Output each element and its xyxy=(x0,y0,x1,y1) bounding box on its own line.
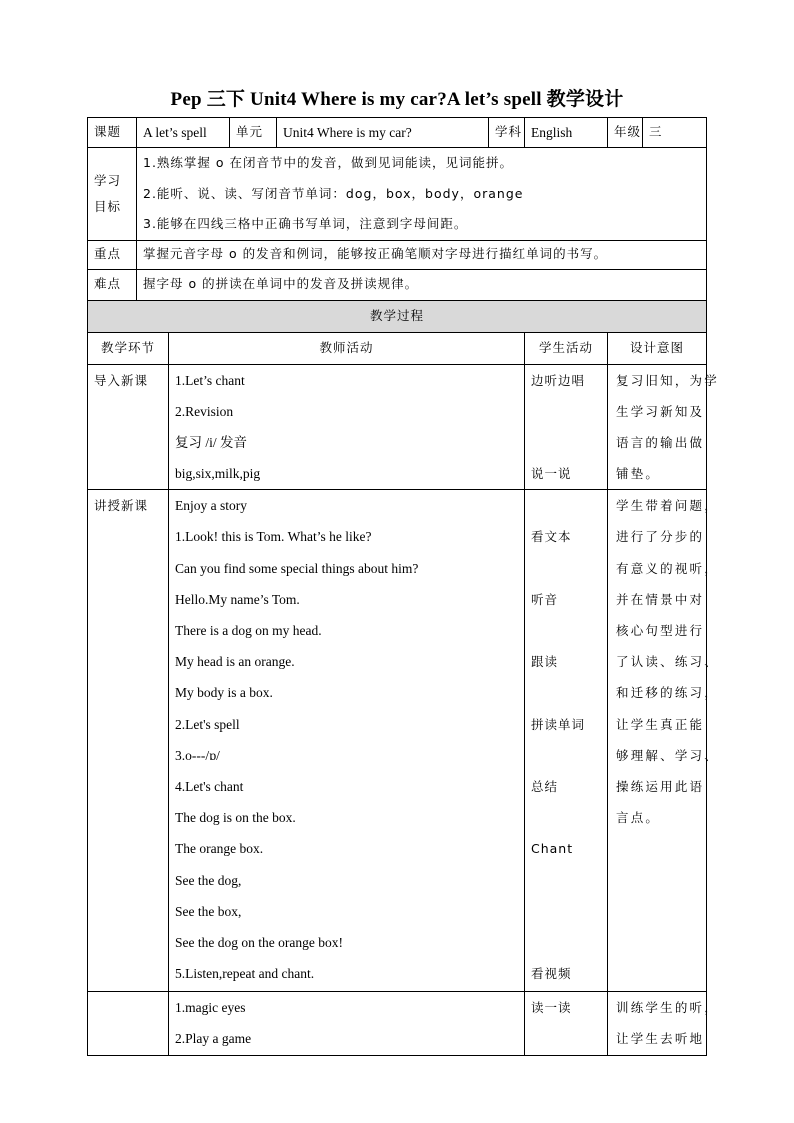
cell-line: There is a dog on my head. xyxy=(175,623,322,638)
section-stage xyxy=(88,490,169,992)
cell-line: 够理解、学习、 xyxy=(616,747,719,763)
cell-line: 2.Play a game xyxy=(175,1031,252,1047)
subject-value: English xyxy=(525,118,608,148)
key-point-row xyxy=(88,240,707,269)
section-design xyxy=(608,992,719,1055)
cell-line: 2.Revision xyxy=(175,403,234,419)
cell-line: 看视频 xyxy=(531,966,572,982)
difficulty-row xyxy=(88,269,707,300)
cell-line: 4.Let's chant xyxy=(175,778,244,794)
difficulty-label: 难点 xyxy=(88,269,137,300)
cell-line xyxy=(531,865,607,896)
objectives-label xyxy=(88,148,137,241)
section-stage-text: 导入新课 xyxy=(94,372,149,388)
cell-line xyxy=(531,396,607,427)
design-lines xyxy=(616,365,719,490)
teacher-lines xyxy=(175,490,524,989)
key-point-text: 掌握元音字母 o 的发音和例词，能够按正确笔顺对字母进行描红单词的书写。 xyxy=(137,240,707,269)
unit-label: 单元 xyxy=(230,118,277,148)
col-header-design: 设计意图 xyxy=(608,332,707,364)
cell-line: 复习 /i/ 发音 xyxy=(175,434,248,450)
unit-value: Unit4 Where is my car? xyxy=(277,118,489,148)
cell-line: See the box, xyxy=(175,903,242,919)
cell-line: My head is an orange. xyxy=(175,654,295,670)
cell-line: 总结 xyxy=(531,778,559,794)
cell-line xyxy=(531,802,607,833)
cell-line: My body is a box. xyxy=(175,685,273,701)
cell-line: 进行了分步的 xyxy=(616,529,705,545)
section-student xyxy=(525,490,608,992)
cell-line xyxy=(531,677,607,708)
cell-line: 拼读单词 xyxy=(531,716,586,732)
cell-line xyxy=(531,490,607,521)
col-header-teacher: 教师活动 xyxy=(169,332,525,364)
cell-line: 跟读 xyxy=(531,654,559,670)
cell-line: 有意义的视听， xyxy=(616,560,719,576)
cell-line: The orange box. xyxy=(175,841,264,857)
cell-line: big,six,milk,pig xyxy=(175,466,261,482)
cell-line: 语言的输出做 xyxy=(616,434,705,450)
section-stage xyxy=(88,992,169,1055)
cell-line xyxy=(531,740,607,771)
cell-line xyxy=(531,1023,607,1054)
section-teacher xyxy=(169,490,525,992)
section-row xyxy=(88,490,707,992)
difficulty-text: 握字母 o 的拼读在单词中的发音及拼读规律。 xyxy=(137,269,707,300)
teacher-lines xyxy=(175,992,524,1054)
cell-line: See the dog on the orange box! xyxy=(175,934,343,950)
cell-line: Can you find some special things about him? xyxy=(175,560,419,576)
section-teacher xyxy=(169,364,525,490)
header-row xyxy=(88,118,707,148)
section-stage xyxy=(88,364,169,490)
design-lines xyxy=(616,992,719,1054)
cell-line: 并在情景中对 xyxy=(616,591,705,607)
topic-value: A let’s spell xyxy=(137,118,230,148)
design-lines xyxy=(616,490,719,833)
cell-line: 铺垫。 xyxy=(616,466,661,482)
process-heading: 教学过程 xyxy=(88,300,707,332)
cell-line: 了认读、练习、 xyxy=(616,654,719,670)
cell-line: Chant xyxy=(531,841,574,857)
lesson-plan-table xyxy=(87,117,719,1056)
cell-line: 听音 xyxy=(531,591,559,607)
cell-line: See the dog, xyxy=(175,872,242,888)
cell-line: 言点。 xyxy=(616,810,661,826)
section-design xyxy=(608,364,719,490)
cell-line xyxy=(531,615,607,646)
objective-item: 2.能听、说、读、写闭音节单词：dog，box，body，orange xyxy=(143,185,524,201)
student-lines xyxy=(531,992,607,1054)
cell-line: 看文本 xyxy=(531,529,572,545)
cell-line xyxy=(531,553,607,584)
student-lines xyxy=(531,365,607,490)
cell-line: 5.Listen,repeat and chant. xyxy=(175,966,315,982)
cell-line: 让学生真正能 xyxy=(616,716,705,732)
cell-line xyxy=(531,427,607,458)
section-row xyxy=(88,364,707,490)
section-student xyxy=(525,364,608,490)
cell-line: The dog is on the box. xyxy=(175,810,296,826)
cell-line: 和迁移的练习， xyxy=(616,685,719,701)
cell-line: 生学习新知及 xyxy=(616,403,705,419)
key-point-label: 重点 xyxy=(88,240,137,269)
objective-item: 3.能够在四线三格中正确书写单词，注意到字母间距。 xyxy=(143,216,468,231)
process-heading-row xyxy=(88,300,707,332)
objectives-label-line: 目标 xyxy=(94,198,122,214)
section-design xyxy=(608,490,719,992)
cell-line: 说一说 xyxy=(531,466,572,482)
cell-line: 1.Look! this is Tom. What’s he like? xyxy=(175,529,372,545)
cell-line: 训练学生的听， xyxy=(616,1000,719,1016)
topic-label: 课题 xyxy=(88,118,137,148)
section-stage-text xyxy=(94,992,168,1023)
cell-line xyxy=(531,927,607,958)
cell-line xyxy=(531,896,607,927)
grade-label: 年级 xyxy=(608,118,643,148)
section-stage-text: 讲授新课 xyxy=(94,498,149,514)
section-row xyxy=(88,992,707,1055)
section-teacher xyxy=(169,992,525,1055)
cell-line: 复习旧知，为学 xyxy=(616,372,719,388)
cell-line: 核心句型进行 xyxy=(616,623,705,638)
grade-value: 三 xyxy=(643,118,707,148)
cell-line: 学生带着问题， xyxy=(616,498,719,514)
objectives-label-line: 学习 xyxy=(94,172,122,188)
cell-line: Hello.My name’s Tom. xyxy=(175,591,300,607)
cell-line: 3.o---/ɒ/ xyxy=(175,747,220,763)
col-header-student: 学生活动 xyxy=(525,332,608,364)
student-lines xyxy=(531,490,607,989)
cell-line: 让学生去听地 xyxy=(616,1031,705,1047)
cell-line: 读一读 xyxy=(531,1000,572,1016)
process-column-headers xyxy=(88,332,707,364)
cell-line: 1.magic eyes xyxy=(175,1000,246,1016)
cell-line: 2.Let's spell xyxy=(175,716,240,732)
cell-line: Enjoy a story xyxy=(175,498,247,514)
section-student xyxy=(525,992,608,1055)
subject-label: 学科 xyxy=(489,118,525,148)
cell-line: 操练运用此语 xyxy=(616,778,705,794)
objectives-content xyxy=(137,148,707,241)
objectives-row xyxy=(88,148,707,241)
cell-line: 边听边唱 xyxy=(531,372,586,388)
teacher-lines xyxy=(175,365,524,490)
objective-item: 1.熟练掌握 o 在闭音节中的发音，做到见词能读，见词能拼。 xyxy=(143,155,514,170)
document-title: Pep 三下 Unit4 Where is my car?A let’s spell 教学设计 xyxy=(170,89,624,110)
col-header-stage: 教学环节 xyxy=(88,332,169,364)
cell-line: 1.Let’s chant xyxy=(175,372,245,388)
